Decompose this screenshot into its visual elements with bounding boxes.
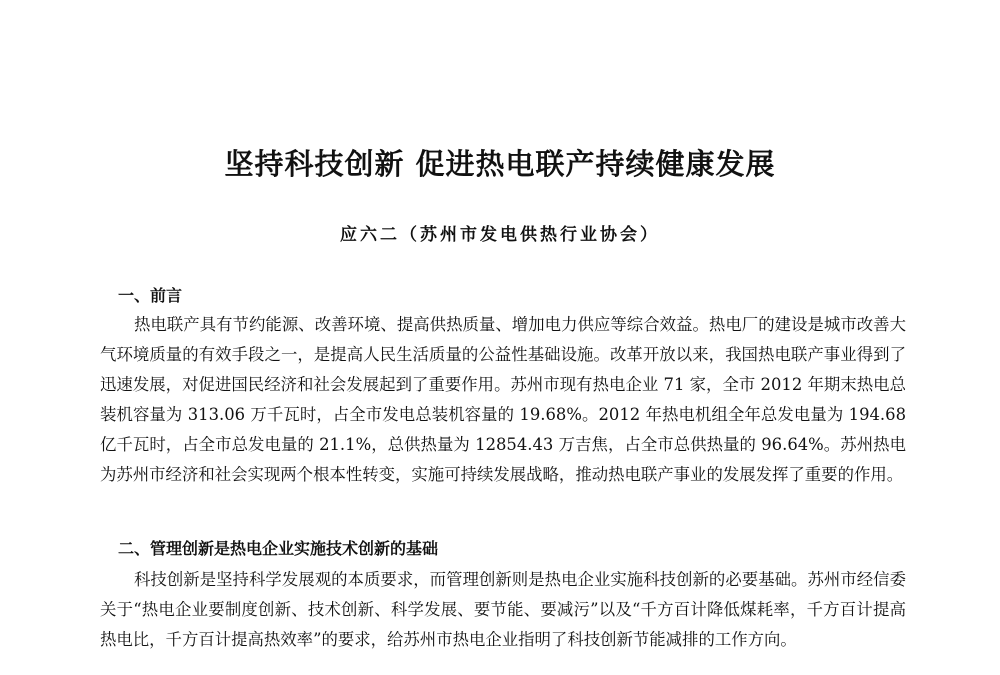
section-heading-intro: 一、前言 [118,286,183,305]
author-line: 应六二（苏州市发电供热行业协会） [340,225,660,245]
section-heading-management: 二、管理创新是热电企业实施技术创新的基础 [118,539,439,558]
section-paragraph-management: 科技创新是坚持科学发展观的本质要求，而管理创新则是热电企业实施科技创新的必要基础。苏州市经信委关于“热电企业要制度创新、技术创新、科学发展、要节能、要减污”以及“千方百计降低煤耗率，千方百计提高热电比，千方百计提高热效率”的要求，给苏州市热电企业指明了科技创新节能减排的工作方向。 [100,570,906,650]
page-title: 坚持科技创新 促进热电联产持续健康发展 [224,147,776,181]
section-paragraph-intro: 热电联产具有节约能源、改善环境、提高供热质量、增加电力供应等综合效益。热电厂的建设是城市改善大气环境质量的有效手段之一，是提高人民生活质量的公益性基础设施。改革开放以来，我国热电联产事业得到了迅速发展，对促进国民经济和社会发展起到了重要作用。苏州市现有热电企业 71 家，全市 2012 年期末热电总装机容量为 313.06 万千瓦时，占全市发电总装机容量的 19.68%。2012 年热电机组全年总发电量为 194.68 亿千瓦时，占全市总发电量的 21.1%，总供热量为 12854.43 万吉焦，占全市总供热量的 96.64%。苏州热电为苏州市经济和社会实现两个根本性转变，实施可持续发展战略，推动热电联产事业的发展发挥了重要的作用。 [100,315,906,485]
